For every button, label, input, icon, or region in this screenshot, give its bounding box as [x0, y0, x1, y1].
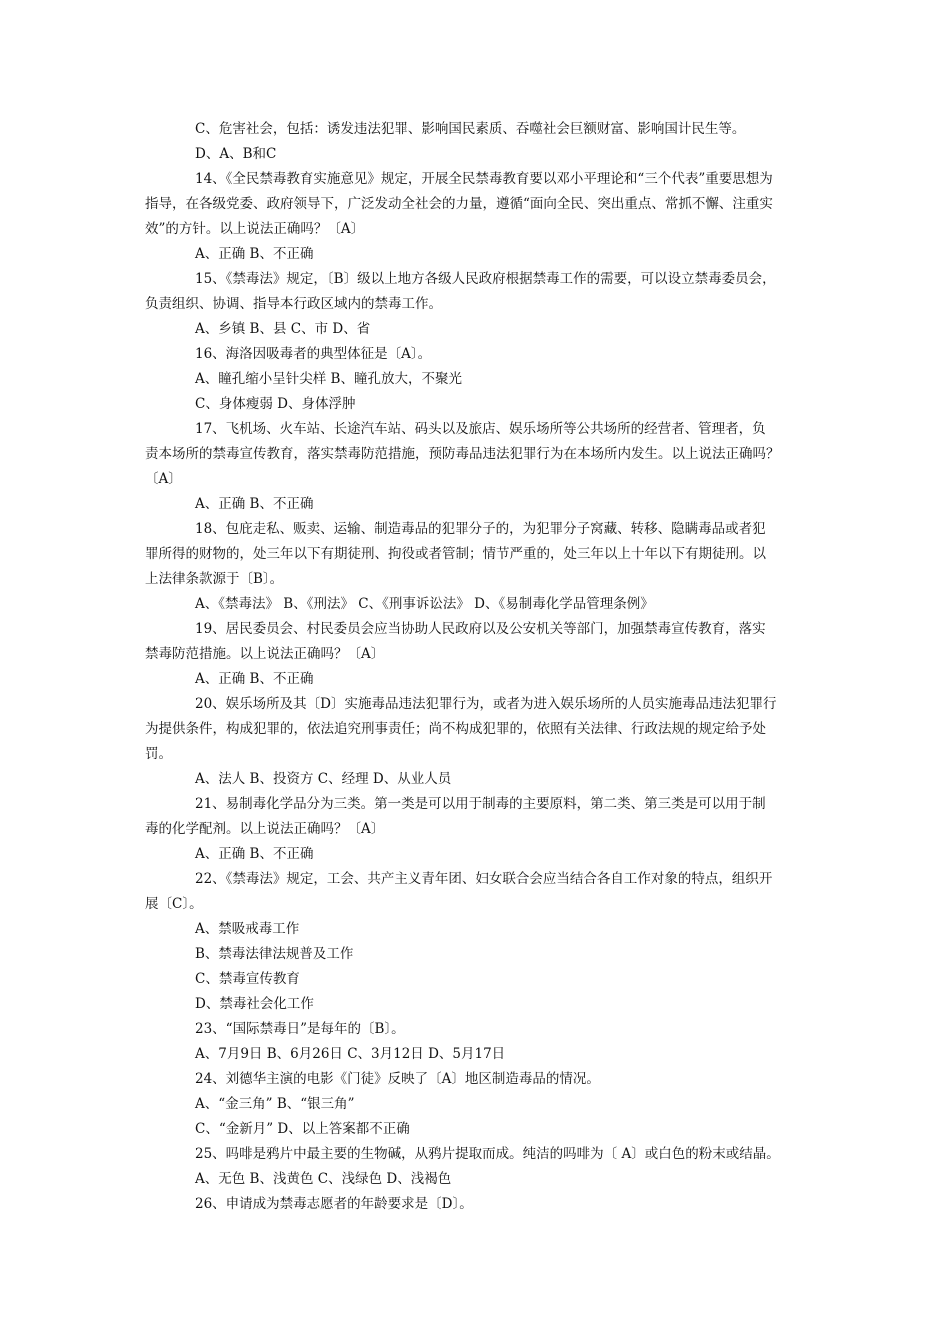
question-25: 25、吗啡是鸦片中最主要的生物碱，从鸦片提取而成。纯洁的吗啡为〔 A〕或白色的粉末或结晶。: [195, 1146, 780, 1162]
option-line: A、无色 B、浅黄色 C、浅绿色 D、浅褐色: [195, 1171, 452, 1187]
question-20-continued: 为提供条件，构成犯罪的，依法追究刑事责任；尚不构成犯罪的，依照有关法律、行政法规的规定给予处: [145, 721, 766, 737]
question-18: 18、包庇走私、贩卖、运输、制造毒品的犯罪分子的，为犯罪分子窝藏、转移、隐瞒毒品或者犯: [195, 521, 766, 537]
option-line: A、7月9日 B、6月26日 C、3月12日 D、5月17日: [195, 1046, 506, 1062]
question-17-continued: 〔A〕: [145, 471, 182, 487]
question-19-continued: 禁毒防范措施。以上说法正确吗？〔A〕: [145, 646, 385, 662]
option-line: A、正确 B、不正确: [195, 671, 314, 687]
question-24: 24、刘德华主演的电影《门徒》反映了〔A〕地区制造毒品的情况。: [195, 1071, 600, 1087]
question-21: 21、易制毒化学品分为三类。第一类是可以用于制毒的主要原料，第二类、第三类是可以用于制: [195, 796, 766, 812]
question-14-continued: 效”的方针。以上说法正确吗？〔A〕: [145, 221, 365, 237]
question-22-continued: 展〔C〕。: [145, 896, 203, 912]
question-23: 23、“国际禁毒日”是每年的〔B〕。: [195, 1021, 405, 1037]
question-21-continued: 毒的化学配剂。以上说法正确吗？〔A〕: [145, 821, 385, 837]
option-line: C、“金新月” D、以上答案都不正确: [195, 1121, 410, 1137]
question-18-continued: 罪所得的财物的，处三年以下有期徒刑、拘役或者管制；情节严重的，处三年以上十年以下有期徒刑。以: [145, 546, 766, 562]
option-line: C、危害社会，包括：诱发违法犯罪、影响国民素质、吞噬社会巨额财富、影响国计民生等。: [195, 121, 746, 137]
option-line: A、瞳孔缩小呈针尖样 B、瞳孔放大，不聚光: [195, 371, 462, 387]
question-22: 22、《禁毒法》规定，工会、共产主义青年团、妇女联合会应当结合各自工作对象的特点，组织开: [195, 871, 773, 887]
question-15-continued: 负责组织、协调、指导本行政区域内的禁毒工作。: [145, 296, 442, 312]
question-17-continued: 责本场所的禁毒宣传教育，落实禁毒防范措施，预防毒品违法犯罪行为在本场所内发生。以上说法正确吗？: [145, 446, 780, 462]
option-line: C、禁毒宣传教育: [195, 971, 300, 987]
question-14: 14、《全民禁毒教育实施意见》规定，开展全民禁毒教育要以邓小平理论和“三个代表”重要思想为: [195, 171, 773, 187]
question-17: 17、飞机场、火车站、长途汽车站、码头以及旅店、娱乐场所等公共场所的经营者、管理者，负: [195, 421, 766, 437]
question-20-continued: 罚。: [145, 746, 172, 762]
option-line: A、乡镇 B、县 C、市 D、省: [195, 321, 371, 337]
question-14-continued: 指导，在各级党委、政府领导下，广泛发动全社会的力量，遵循“面向全民、突出重点、常抓不懈、注重实: [145, 196, 773, 212]
option-line: B、禁毒法律法规普及工作: [195, 946, 354, 962]
question-18-continued: 上法律条款源于〔B〕。: [145, 571, 284, 587]
option-line: A、正确 B、不正确: [195, 246, 314, 262]
question-19: 19、居民委员会、村民委员会应当协助人民政府以及公安机关等部门，加强禁毒宣传教育，落实: [195, 621, 766, 637]
option-line: A、禁吸戒毒工作: [195, 921, 300, 937]
option-line: A、法人 B、投资方 C、经理 D、从业人员: [195, 771, 452, 787]
option-line: D、A、B和C: [195, 146, 277, 162]
option-line: A、正确 B、不正确: [195, 496, 314, 512]
question-text-block: [145, 117, 810, 1217]
option-line: D、禁毒社会化工作: [195, 996, 314, 1012]
question-16: 16、海洛因吸毒者的典型体征是〔A〕。: [195, 346, 432, 362]
question-15: 15、《禁毒法》规定，〔B〕级以上地方各级人民政府根据禁毒工作的需要，可以设立禁毒委员会，: [195, 271, 776, 287]
option-line: A、“金三角” B、“银三角”: [195, 1096, 355, 1112]
question-26: 26、申请成为禁毒志愿者的年龄要求是〔D〕。: [195, 1196, 473, 1212]
question-20: 20、娱乐场所及其〔D〕实施毒品违法犯罪行为，或者为进入娱乐场所的人员实施毒品违法犯罪行: [195, 696, 777, 712]
option-line: A、《禁毒法》 B、《刑法》 C、《刑事诉讼法》 D、《易制毒化学品管理条例》: [195, 596, 654, 612]
option-line: A、正确 B、不正确: [195, 846, 314, 862]
option-line: C、身体瘦弱 D、身体浮肿: [195, 396, 356, 412]
